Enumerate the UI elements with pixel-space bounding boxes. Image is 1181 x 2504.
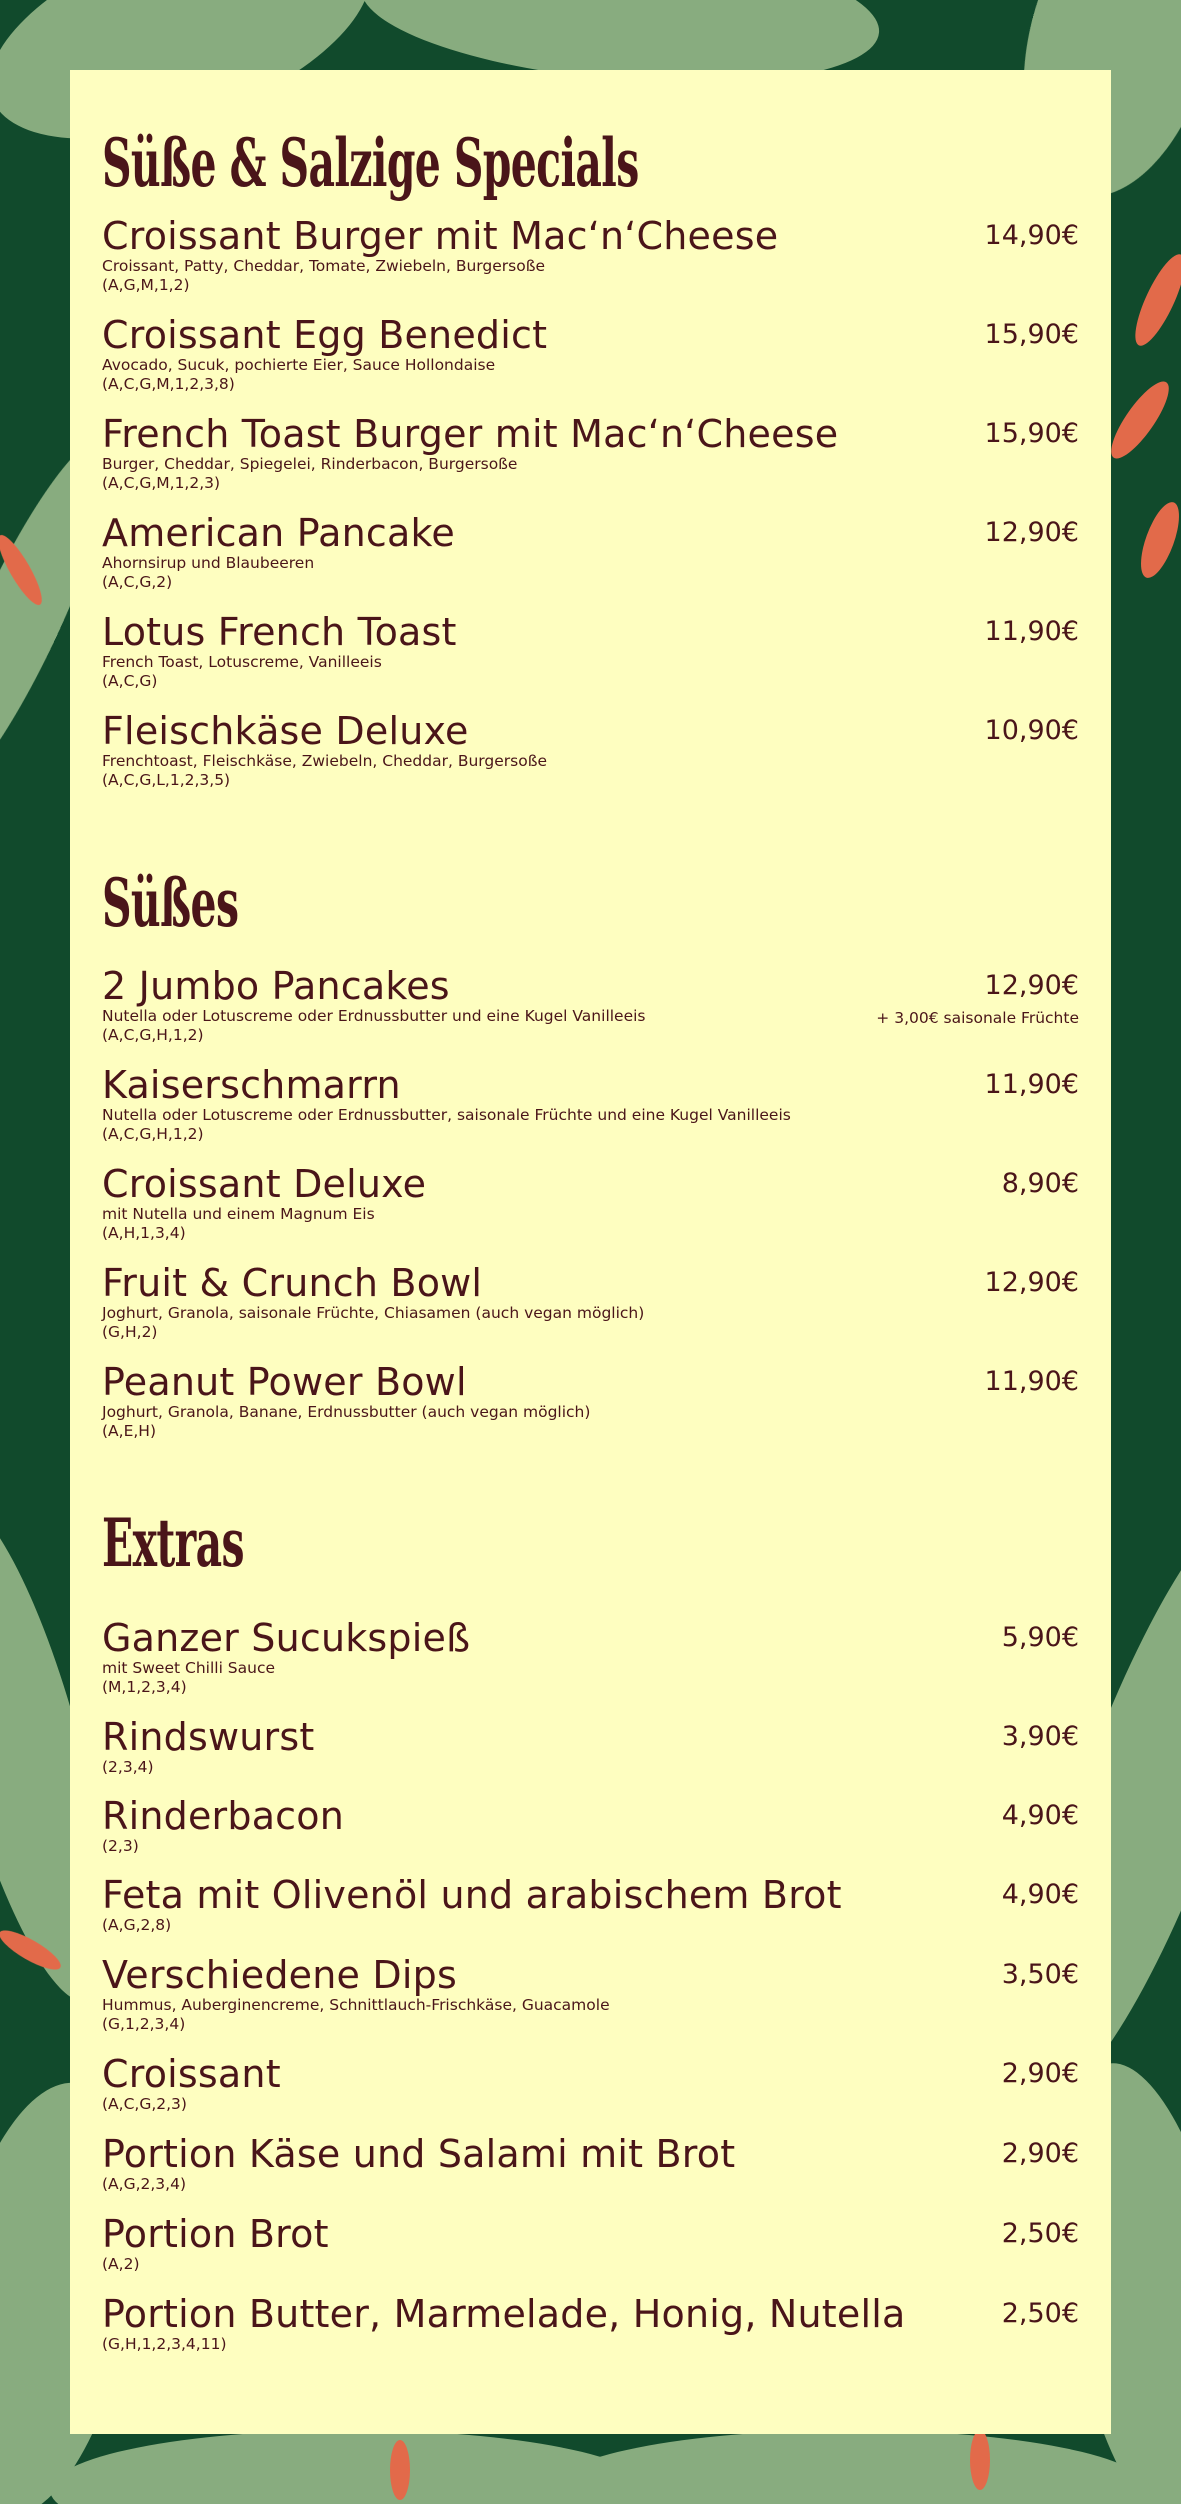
section-suesses <box>102 864 1079 1440</box>
menu-item <box>102 711 1079 803</box>
item-name: Peanut Power Bowl <box>102 1360 467 1404</box>
menu-item <box>102 1164 1079 1256</box>
item-description: French Toast, Lotuscreme, Vanilleeis <box>102 653 382 671</box>
item-price: 12,90€ <box>984 970 1079 1001</box>
item-allergens: (2,3,4) <box>102 1758 154 1776</box>
item-name: Feta mit Olivenöl und arabischem Brot <box>102 1873 842 1917</box>
item-price: 11,90€ <box>984 1366 1079 1397</box>
item-price: 11,90€ <box>984 616 1079 647</box>
item-description: Nutella oder Lotuscreme oder Erdnussbutter und eine Kugel Vanilleeis <box>102 1007 646 1025</box>
item-price: 3,50€ <box>1001 1959 1079 1990</box>
item-name: Rindswurst <box>102 1715 315 1759</box>
item-description: Burger, Cheddar, Spiegelei, Rinderbacon, Burgersoße <box>102 455 518 473</box>
item-description: Joghurt, Granola, saisonale Früchte, Chiasamen (auch vegan möglich) <box>102 1304 645 1322</box>
item-allergens: (A,H,1,3,4) <box>102 1224 186 1242</box>
item-allergens: (A,C,G,H,1,2) <box>102 1125 204 1143</box>
item-price: 2,50€ <box>1001 2298 1079 2329</box>
item-name: Kaiserschmarrn <box>102 1063 401 1107</box>
item-name: American Pancake <box>102 511 455 555</box>
item-description: mit Nutella und einem Magnum Eis <box>102 1205 375 1223</box>
menu-item <box>102 612 1079 704</box>
item-name: French Toast Burger mit Mac‘n‘Cheese <box>102 412 839 456</box>
item-allergens: (G,1,2,3,4) <box>102 2015 186 2033</box>
item-name: 2 Jumbo Pancakes <box>102 964 450 1008</box>
item-allergens: (A,G,M,1,2) <box>102 276 190 294</box>
menu-item <box>102 966 1079 1058</box>
section-specials <box>102 124 1079 789</box>
menu-item <box>102 414 1079 506</box>
item-price: 14,90€ <box>984 220 1079 251</box>
item-description: Frenchtoast, Fleischkäse, Zwiebeln, Cheddar, Burgersoße <box>102 752 547 770</box>
item-allergens: (G,H,2) <box>102 1323 158 1341</box>
item-price: 8,90€ <box>1001 1168 1079 1199</box>
item-price: 2,50€ <box>1001 2218 1079 2249</box>
item-price: 12,90€ <box>984 1267 1079 1298</box>
item-allergens: (2,3) <box>102 1837 139 1855</box>
item-allergens: (A,2) <box>102 2255 140 2273</box>
section-title: Süße & Salzige Specials <box>102 124 639 202</box>
item-name: Portion Brot <box>102 2212 329 2256</box>
item-price: 5,90€ <box>1001 1622 1079 1653</box>
item-name: Croissant Deluxe <box>102 1162 427 1206</box>
menu-item <box>102 1362 1079 1454</box>
section-title: Extras <box>102 1504 244 1582</box>
menu-item <box>102 1065 1079 1157</box>
item-allergens: (A,C,G,2) <box>102 573 173 591</box>
item-name: Croissant <box>102 2052 281 2096</box>
item-allergens: (A,C,G,H,1,2) <box>102 1026 204 1044</box>
item-price: 2,90€ <box>1001 2058 1079 2089</box>
item-description: Ahornsirup und Blaubeeren <box>102 554 315 572</box>
menu-item <box>102 1618 1079 1710</box>
item-allergens: (A,C,G,2,3) <box>102 2095 187 2113</box>
item-allergens: (A,C,G) <box>102 672 158 690</box>
item-allergens: (M,1,2,3,4) <box>102 1678 187 1696</box>
item-allergens: (A,G,2,3,4) <box>102 2175 187 2193</box>
item-allergens: (A,C,G,M,1,2,3,8) <box>102 375 235 393</box>
item-allergens: (A,C,G,L,1,2,3,5) <box>102 771 231 789</box>
item-price: 10,90€ <box>984 715 1079 746</box>
section-title: Süßes <box>102 864 239 942</box>
menu-item <box>102 315 1079 407</box>
menu-item <box>102 513 1079 605</box>
item-extra-option: + 3,00€ saisonale Früchte <box>876 1009 1079 1027</box>
item-name: Verschiedene Dips <box>102 1953 457 1997</box>
item-name: Croissant Egg Benedict <box>102 313 548 357</box>
item-price: 15,90€ <box>984 418 1079 449</box>
item-name: Fruit & Crunch Bowl <box>102 1261 483 1305</box>
menu-item <box>102 2294 1079 2386</box>
item-description: Avocado, Sucuk, pochierte Eier, Sauce Hollondaise <box>102 356 496 374</box>
item-price: 11,90€ <box>984 1069 1079 1100</box>
item-name: Lotus French Toast <box>102 610 457 654</box>
item-allergens: (A,G,2,8) <box>102 1916 172 1934</box>
item-description: Croissant, Patty, Cheddar, Tomate, Zwiebeln, Burgersoße <box>102 257 546 275</box>
item-name: Portion Butter, Marmelade, Honig, Nutella <box>102 2292 906 2336</box>
menu-panel <box>70 70 1111 2434</box>
item-price: 3,90€ <box>1001 1721 1079 1752</box>
item-price: 4,90€ <box>1001 1800 1079 1831</box>
item-description: Joghurt, Granola, Banane, Erdnussbutter (auch vegan möglich) <box>102 1403 591 1421</box>
menu-item <box>102 216 1079 308</box>
item-name: Portion Käse und Salami mit Brot <box>102 2132 736 2176</box>
item-allergens: (G,H,1,2,3,4,11) <box>102 2335 227 2353</box>
item-allergens: (A,C,G,M,1,2,3) <box>102 474 221 492</box>
item-name: Fleischkäse Deluxe <box>102 709 469 753</box>
menu-item <box>102 1263 1079 1355</box>
item-description: mit Sweet Chilli Sauce <box>102 1659 276 1677</box>
item-name: Ganzer Sucukspieß <box>102 1616 471 1660</box>
item-price: 2,90€ <box>1001 2138 1079 2169</box>
section-extras <box>102 1504 1079 2353</box>
item-name: Rinderbacon <box>102 1794 345 1838</box>
item-name: Croissant Burger mit Mac‘n‘Cheese <box>102 214 779 258</box>
menu-item <box>102 1955 1079 2047</box>
item-allergens: (A,E,H) <box>102 1422 157 1440</box>
item-description: Nutella oder Lotuscreme oder Erdnussbutter, saisonale Früchte und eine Kugel Vanilleeis <box>102 1106 791 1124</box>
item-price: 4,90€ <box>1001 1879 1079 1910</box>
item-description: Hummus, Auberginencreme, Schnittlauch-Frischkäse, Guacamole <box>102 1996 610 2014</box>
item-price: 12,90€ <box>984 517 1079 548</box>
item-price: 15,90€ <box>984 319 1079 350</box>
